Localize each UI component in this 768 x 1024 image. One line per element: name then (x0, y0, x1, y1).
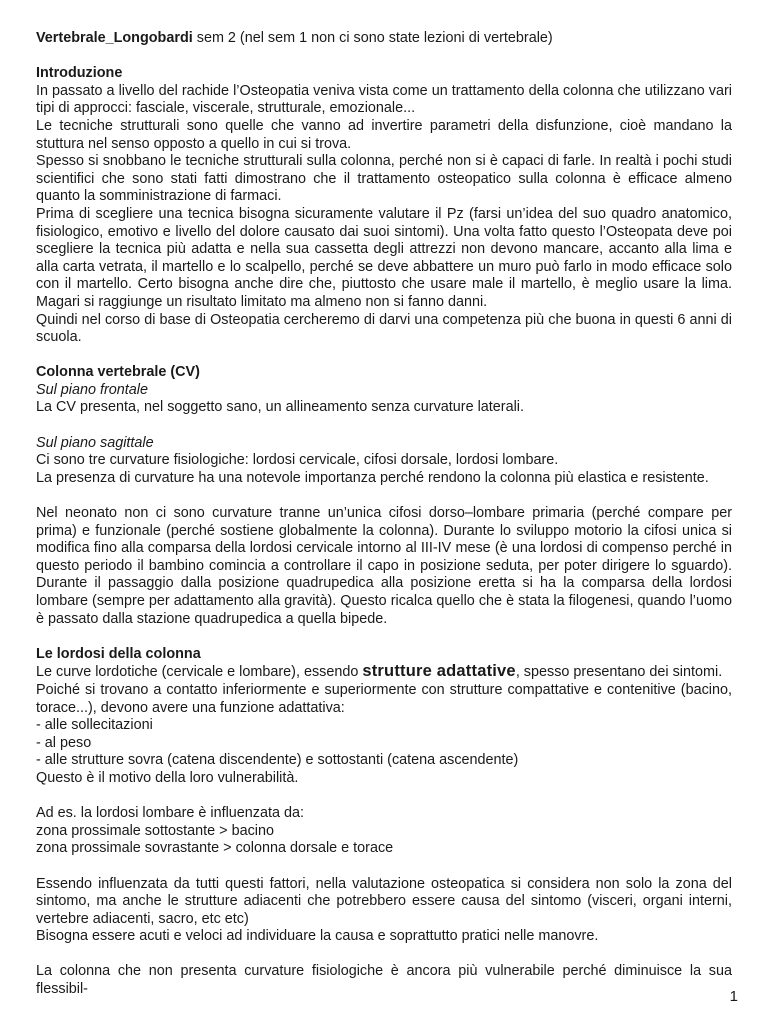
intro-paragraph-3: Spesso si snobbano le tecniche strutturali sulla colonna, perché non si è capaci di farle. In realtà i pochi studi scientifici che sono stati fatti dimostrano che il trattamento osteopatico sulla colonna è efficace almeno quanto la somministrazione di farmaci. (36, 153, 732, 205)
lordosi-paragraph-3: Questo è il motivo della loro vulnerabilità. (36, 769, 299, 786)
spacer (36, 628, 732, 646)
intro-paragraph-4: Prima di scegliere una tecnica bisogna sicuramente valutare il Pz (farsi un’idea del suo quadro anatomico, fisiologico, emotivo e livello del dolore causato dai suoi sintomi). Una volta fatto questo l’Osteopata deve poi scegliere la tecnica più adatta e nella sua cassetta degli attrezzi non devono mancare, accanto alla lima e alla carta vetrata, il martello e lo scalpello, perché se deve abbattere un muro può farlo in modo efficace solo con il martello. Certo bisogna anche dire che, piuttosto che usare male il martello, è meglio usare la lima. Magari si raggiunge un risultato limitato ma almeno non si fanno danni. (36, 205, 732, 310)
list-item: - alle strutture sovra (catena discendente) e sottostanti (catena ascendente) (36, 752, 519, 769)
section-heading-introduzione: Introduzione (36, 65, 123, 82)
lordosi-p1-text-after: , spesso presentano dei sintomi. (515, 664, 723, 681)
document-title: Vertebrale_Longobardi (36, 30, 193, 46)
spacer (36, 487, 732, 505)
spacer (36, 48, 732, 66)
section-heading-colonna: Colonna vertebrale (CV) (36, 364, 200, 381)
lordosi-paragraph-5: Bisogna essere acuti e veloci ad individuare la causa e soprattutto pratici nelle manovre. (36, 928, 599, 945)
neonato-paragraph: Nel neonato non ci sono curvature tranne un’unica cifosi dorso–lombare primaria (perché compare per prima) e funzionale (perché sostiene globalmente la colonna). Durante lo sviluppo motorio la cifosi unica si modifica fino alla comparsa della lordosi cervicale intorno al III-IV mese (è una lordosi di compenso perché in questo periodo il bambino comincia a controllare il capo in posizione seduta, per poter dirigere lo sguardo). Durante il passaggio dalla posizione quadrupedica alla posizione eretta si ha la comparsa della lordosi lombare (sempre per adattamento alla gravità). Questo ricalca quello che è stata la filogenesi, quando l’uomo è passato dalla stazione quadrupedica a quella bipede. (36, 505, 732, 627)
spacer (36, 788, 732, 806)
example-line-2: zona prossimale sovrastante > colonna dorsale e torace (36, 840, 394, 857)
lordosi-paragraph-2: Poiché si trovano a contatto inferiormente e superiormente con strutture compattative e contenitive (bacino, torace...), devono avere una funzione adattativa: (36, 681, 732, 716)
spacer (36, 417, 732, 435)
sagittal-paragraph-2: La presenza di curvature ha una notevole importanza perché rendono la colonna più elastica e resistente. (36, 469, 709, 486)
lordosi-paragraph-4: Essendo influenzata da tutti questi fattori, nella valutazione osteopatica si considera non solo la zona del sintomo, ma anche le strutture adiacenti che potrebbero essere causa del sintomo (visceri, organi interni, vertebre adiacenti, sacro, etc etc) (36, 875, 732, 927)
list-item: - alle sollecitazioni (36, 717, 153, 734)
intro-paragraph-5: Quindi nel corso di base di Osteopatia cercheremo di darvi una competenza più che buona in questi 6 anni di scuola. (36, 311, 732, 346)
spacer (36, 858, 732, 876)
example-title: Ad es. la lordosi lombare è influenzata da: (36, 805, 304, 822)
document-subtitle: sem 2 (nel sem 1 non ci sono state lezioni di vertebrale) (192, 30, 553, 46)
subheading-piano-frontale: Sul piano frontale (36, 381, 149, 398)
intro-paragraph-2: Le tecniche strutturali sono quelle che vanno ad invertire parametri della disfunzione, cioè mandano la stuttura nel senso opposto a quello in cui si trova. (36, 117, 732, 152)
document-header (36, 30, 732, 48)
lordosi-p1-text-before: Le curve lordotiche (cervicale e lombare), essendo (36, 664, 363, 681)
lordosi-paragraph-6: La colonna che non presenta curvature fisiologiche è ancora più vulnerabile perché diminuisce la sua flessibil- (36, 963, 732, 998)
section-heading-lordosi: Le lordosi della colonna (36, 645, 201, 662)
spacer (36, 946, 732, 964)
page-number: 1 (729, 988, 738, 1005)
example-line-1: zona prossimale sottostante > bacino (36, 822, 274, 839)
list-item: - al peso (36, 734, 92, 751)
sagittal-paragraph-1: Ci sono tre curvature fisiologiche: lordosi cervicale, cifosi dorsale, lordosi lombare. (36, 452, 559, 469)
lordosi-paragraph-1 (36, 663, 732, 682)
document-page (36, 30, 732, 999)
intro-paragraph-1: In passato a livello del rachide l’Osteopatia veniva vista come un trattamento della colonna che utilizzano vari tipi di approcci: fasciale, viscerale, strutturale, emozionale... (36, 82, 732, 117)
frontal-paragraph: La CV presenta, nel soggetto sano, un allineamento senza curvature laterali. (36, 399, 524, 416)
spacer (36, 347, 732, 365)
lordosi-p1-emphasis: strutture adattative (362, 662, 516, 681)
subheading-piano-sagittale: Sul piano sagittale (36, 434, 154, 451)
